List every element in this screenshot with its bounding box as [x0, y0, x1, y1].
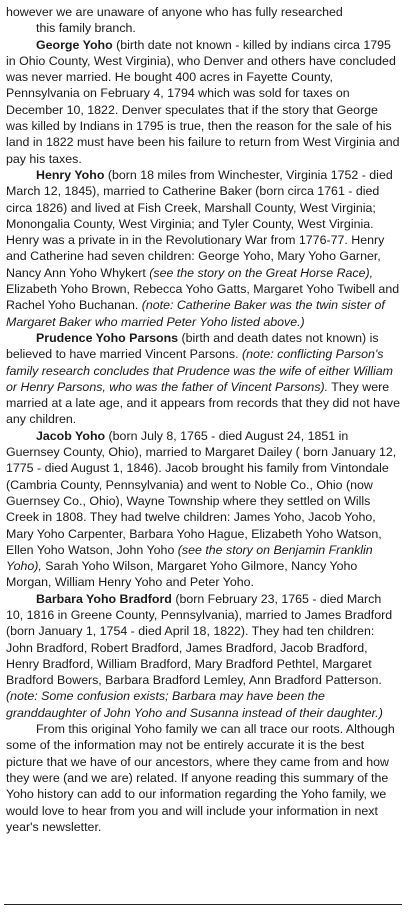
intro-line-1: however we are unaware of anyone who has fully researched [6, 5, 343, 19]
barbara-yoho-bradford-note: (note: Some confusion exists; Barbara may have been the granddaughter of John Yoho and Susanna instead of their daughter.) [6, 689, 383, 720]
henry-yoho-baker-note: (note: Catherine Baker was the twin sister of Margaret Baker who married Peter Yoho listed above.) [6, 298, 385, 329]
closing-text: From this original Yoho family we can all trace our roots. Although some of the information may not be entirely accurate it is the best picture that we have of our ancestors, where they came from and how they were (and we are) related. If anyone reading this summary of the Yoho history can add to our information regarding the Yoho family, we would love to hear from you and will include your information in next year's newsletter. [6, 722, 395, 834]
george-yoho-name: George Yoho [36, 37, 113, 52]
intro-line-2: this family branch. [36, 21, 136, 36]
closing-paragraph [6, 721, 400, 835]
henry-yoho-text-2: Elizabeth Yoho Brown, Rebecca Yoho Gatts, Margaret Yoho Twibell and Rachel Yoho Buchanan. [6, 282, 400, 313]
henry-yoho-paragraph [6, 167, 400, 330]
prudence-yoho-parsons-paragraph [6, 330, 400, 428]
prudence-yoho-parsons-note: (note: conflicting Parson's family research concludes that Prudence was the wife of either William or Henry Parsons, who was the father of Vincent Parsons). [6, 347, 393, 394]
jacob-yoho-text: (born July 8, 1765 - died August 24, 1851 in Guernsey County, Ohio), married to Margaret Dailey ( born January 12, 1775 - died August 1, 1846). Jacob brought his family from Vintondale (Cambria County, Pennsylvania) and went to Noble Co., Ohio (now Guernsey Co., Ohio), Wayne Township where they settled on Wills Creek in 1808. They had twelve children: James Yoho, Jacob Yoho, Mary Yoho Carpenter, Barbara Yoho Hague, Elizabeth Yoho Watson, Ellen Yoho Watson, John Yoho [6, 428, 397, 557]
barbara-yoho-bradford-name: Barbara Yoho Bradford [36, 591, 172, 606]
prudence-yoho-parsons-text-2: They were married at a late age, and it appears from records that they did not have any children. [6, 379, 400, 427]
george-yoho-text: (birth date not known - killed by indians circa 1795 in Ohio County, West Virginia), who Denver and others have concluded was never married. He bought 400 acres in Fayette County, Pennsylvania on February 4, 1794 which was sold for taxes on December 10, 1822. Denver speculates that if the story that George was killed by Indians in 1795 is true, then the reason for the sale of his land in 1822 must have been his failure to return from West Virginia and pay his taxes. [6, 37, 400, 166]
prudence-yoho-parsons-text: (birth and death dates not known) is believed to have married Vincent Parsons. [6, 330, 379, 362]
bottom-divider [4, 904, 402, 905]
jacob-yoho-text-2: Sarah Yoho Wilson, Margaret Yoho Gilmore, Nancy Yoho Morgan, William Henry Yoho and Peter Yoho. [6, 559, 358, 590]
henry-yoho-name: Henry Yoho [36, 167, 105, 182]
jacob-yoho-franklin-note: (see the story on Benjamin Franklin Yoho), [6, 542, 373, 574]
document-page [6, 4, 400, 835]
henry-yoho-text: (born 18 miles from Winchester, Virginia 1752 - died March 12, 1845), married to Catherine Baker (born circa 1761 - died circa 1826) and lived at Fish Creek, Marshall County, West Virginia; Monongalia County, West Virginia; and Tyler County, West Virginia. Henry was a private in in the Revolutionary War from 1776-77. Henry and Catherine had seven children: George Yoho, Mary Yoho Garner, Nancy Ann Yoho Whykert [6, 167, 393, 280]
jacob-yoho-name: Jacob Yoho [36, 428, 106, 443]
barbara-yoho-bradford-text: (born February 23, 1765 - died March 10, 1816 in Greene County, Pennsylvania), married to James Bradford (born January 1, 1754 - died April 18, 1822). They had ten children: John Bradford, Robert Bradford, James Bradford, Jacob Bradford, Henry Bradford, William Bradford, Mary Bradford Pethtel, Margaret Bradford Bowers, Barbara Bradford Lemley, Ann Bradford Patterson. [6, 591, 393, 688]
barbara-yoho-bradford-paragraph [6, 591, 400, 721]
prudence-yoho-parsons-name: Prudence Yoho Parsons [36, 330, 179, 345]
george-yoho-paragraph [6, 37, 400, 167]
intro-paragraph [6, 4, 400, 37]
jacob-yoho-paragraph [6, 428, 400, 591]
henry-yoho-horse-race-note: (see the story on the Great Horse Race), [149, 265, 374, 280]
